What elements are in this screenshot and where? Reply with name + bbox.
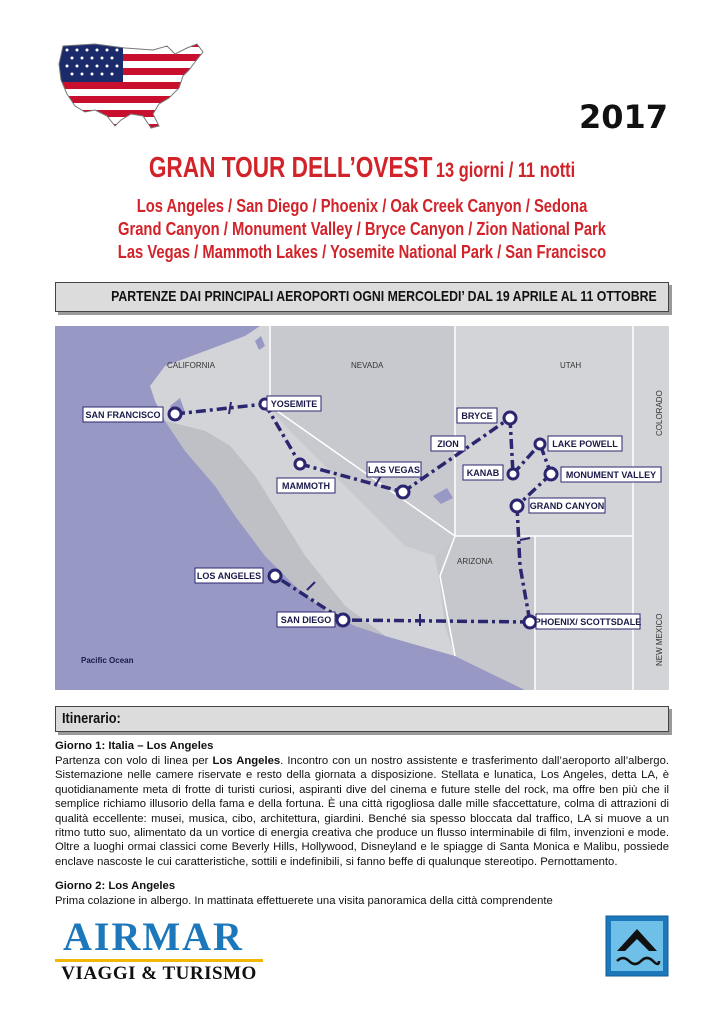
label-los-angeles: LOS ANGELES — [196, 571, 262, 581]
itinerary-header — [55, 706, 669, 732]
day1-text-bold: Los Angeles — [212, 755, 281, 767]
usa-flag-map-icon — [55, 40, 205, 130]
state-label-nevada: NEVADA — [351, 361, 384, 370]
stop-mammoth — [295, 459, 305, 469]
stop-san-diego — [337, 614, 349, 626]
label-grand-canyon: GRAND CANYON — [529, 501, 605, 511]
stop-los-angeles — [269, 570, 281, 582]
day1-text-start: Partenza con volo di linea per — [55, 755, 213, 767]
day2-text: Prima colazione in albergo. In mattinata effettuerete una visita panoramica della città comprendente — [55, 895, 553, 907]
day1-text-rest: . Incontro con un nostro assistente e trasferimento dall’aeroporto all’albergo. Sistemazione nelle camere riservate e resto della giornata a disposizione. Stellata e lunatica, Los Angeles, detta LA, è quotidianamente meta di frotte di turisti curiosi, aspiranti dive del cinema e future stelle del rock, ma offre ben più che il semplice richiamo illusorio della fama e della fortuna. È una città rigogliosa dalle mille sfaccettature, colma di attrazioni di qualità eccellente: musei, musica, cibo, architettura, giardini. Benché sia spesso bloccata dal traffico, LA si muove a un ritmo tutto suo, alimentato da un vortice di energia creativa che produce un flusso interminabile di film, invenzioni e mode. Oltre a luoghi ormai classici come Beverly Hills, Hollywood, Disneyland e le spiagge di Santa Monica e Malibu, possiede enclave nascoste le cui caratteristiche, sottili e indefinibili, si fanno beffe di qualunque stereotipo. Pernottamento. — [55, 755, 669, 868]
label-mammoth: MAMMOTH — [282, 481, 330, 491]
airmar-logo-divider — [55, 959, 263, 962]
label-monument-valley: MONUMENT VALLEY — [565, 470, 657, 480]
label-lake-powell: LAKE POWELL — [552, 439, 618, 449]
day1-text — [55, 754, 669, 869]
airmar-logo-name: AIRMAR — [63, 914, 244, 959]
departures-banner — [55, 282, 669, 312]
airmar-logo-subtitle: VIAGGI & TURISMO — [61, 963, 257, 984]
day2-title: Giorno 2: Los Angeles — [55, 880, 176, 892]
day1-title: Giorno 1: Italia – Los Angeles — [55, 740, 214, 752]
stop-bryce — [504, 412, 516, 424]
ocean-label: Pacific Ocean — [81, 656, 134, 665]
year-label: 2017 — [578, 98, 668, 136]
route-line-3: Las Vegas / Mammoth Lakes / Yosemite National Park / San Francisco — [117, 242, 607, 262]
airmar-emblem-icon — [605, 915, 669, 977]
stop-las-vegas — [397, 486, 409, 498]
tour-duration: 13 giorni / 11 notti — [435, 159, 576, 182]
itinerary-heading: Itinerario: — [62, 710, 121, 727]
state-label-utah: UTAH — [560, 361, 582, 370]
label-phoenix: PHOENIX/ SCOTTSDALE — [534, 617, 642, 627]
route-map — [55, 326, 669, 690]
label-san-francisco: SAN FRANCISCO — [85, 410, 161, 420]
route-line-2: Grand Canyon / Monument Valley / Bryce Canyon / Zion National Park — [117, 219, 607, 239]
airmar-logo — [55, 914, 265, 984]
stop-san-francisco — [169, 408, 181, 420]
tour-title-main: GRAN TOUR DELL’OVEST — [148, 152, 433, 184]
route-line-1: Los Angeles / San Diego / Phoenix / Oak Creek Canyon / Sedona — [136, 196, 588, 216]
label-bryce: BRYCE — [461, 411, 493, 421]
state-label-california: CALIFORNIA — [167, 361, 216, 370]
stop-lake-powell — [535, 439, 545, 449]
state-label-arizona: ARIZONA — [457, 557, 493, 566]
stop-grand-canyon — [511, 500, 523, 512]
stop-monument-valley — [545, 468, 557, 480]
departures-banner-text: PARTENZE DAI PRINCIPALI AEROPORTI OGNI MERCOLEDI’ DAL 19 APRILE AL 11 OTTOBRE — [111, 288, 657, 305]
label-yosemite: YOSEMITE — [270, 399, 318, 409]
label-san-diego: SAN DIEGO — [280, 615, 332, 625]
state-label-new-mexico: NEW MEXICO — [655, 613, 664, 666]
stop-kanab — [508, 469, 518, 479]
tour-title — [80, 152, 645, 185]
label-kanab: KANAB — [466, 468, 500, 478]
label-las-vegas: LAS VEGAS — [367, 465, 421, 475]
state-label-colorado: COLORADO — [655, 390, 664, 436]
label-zion: ZION — [437, 439, 459, 449]
